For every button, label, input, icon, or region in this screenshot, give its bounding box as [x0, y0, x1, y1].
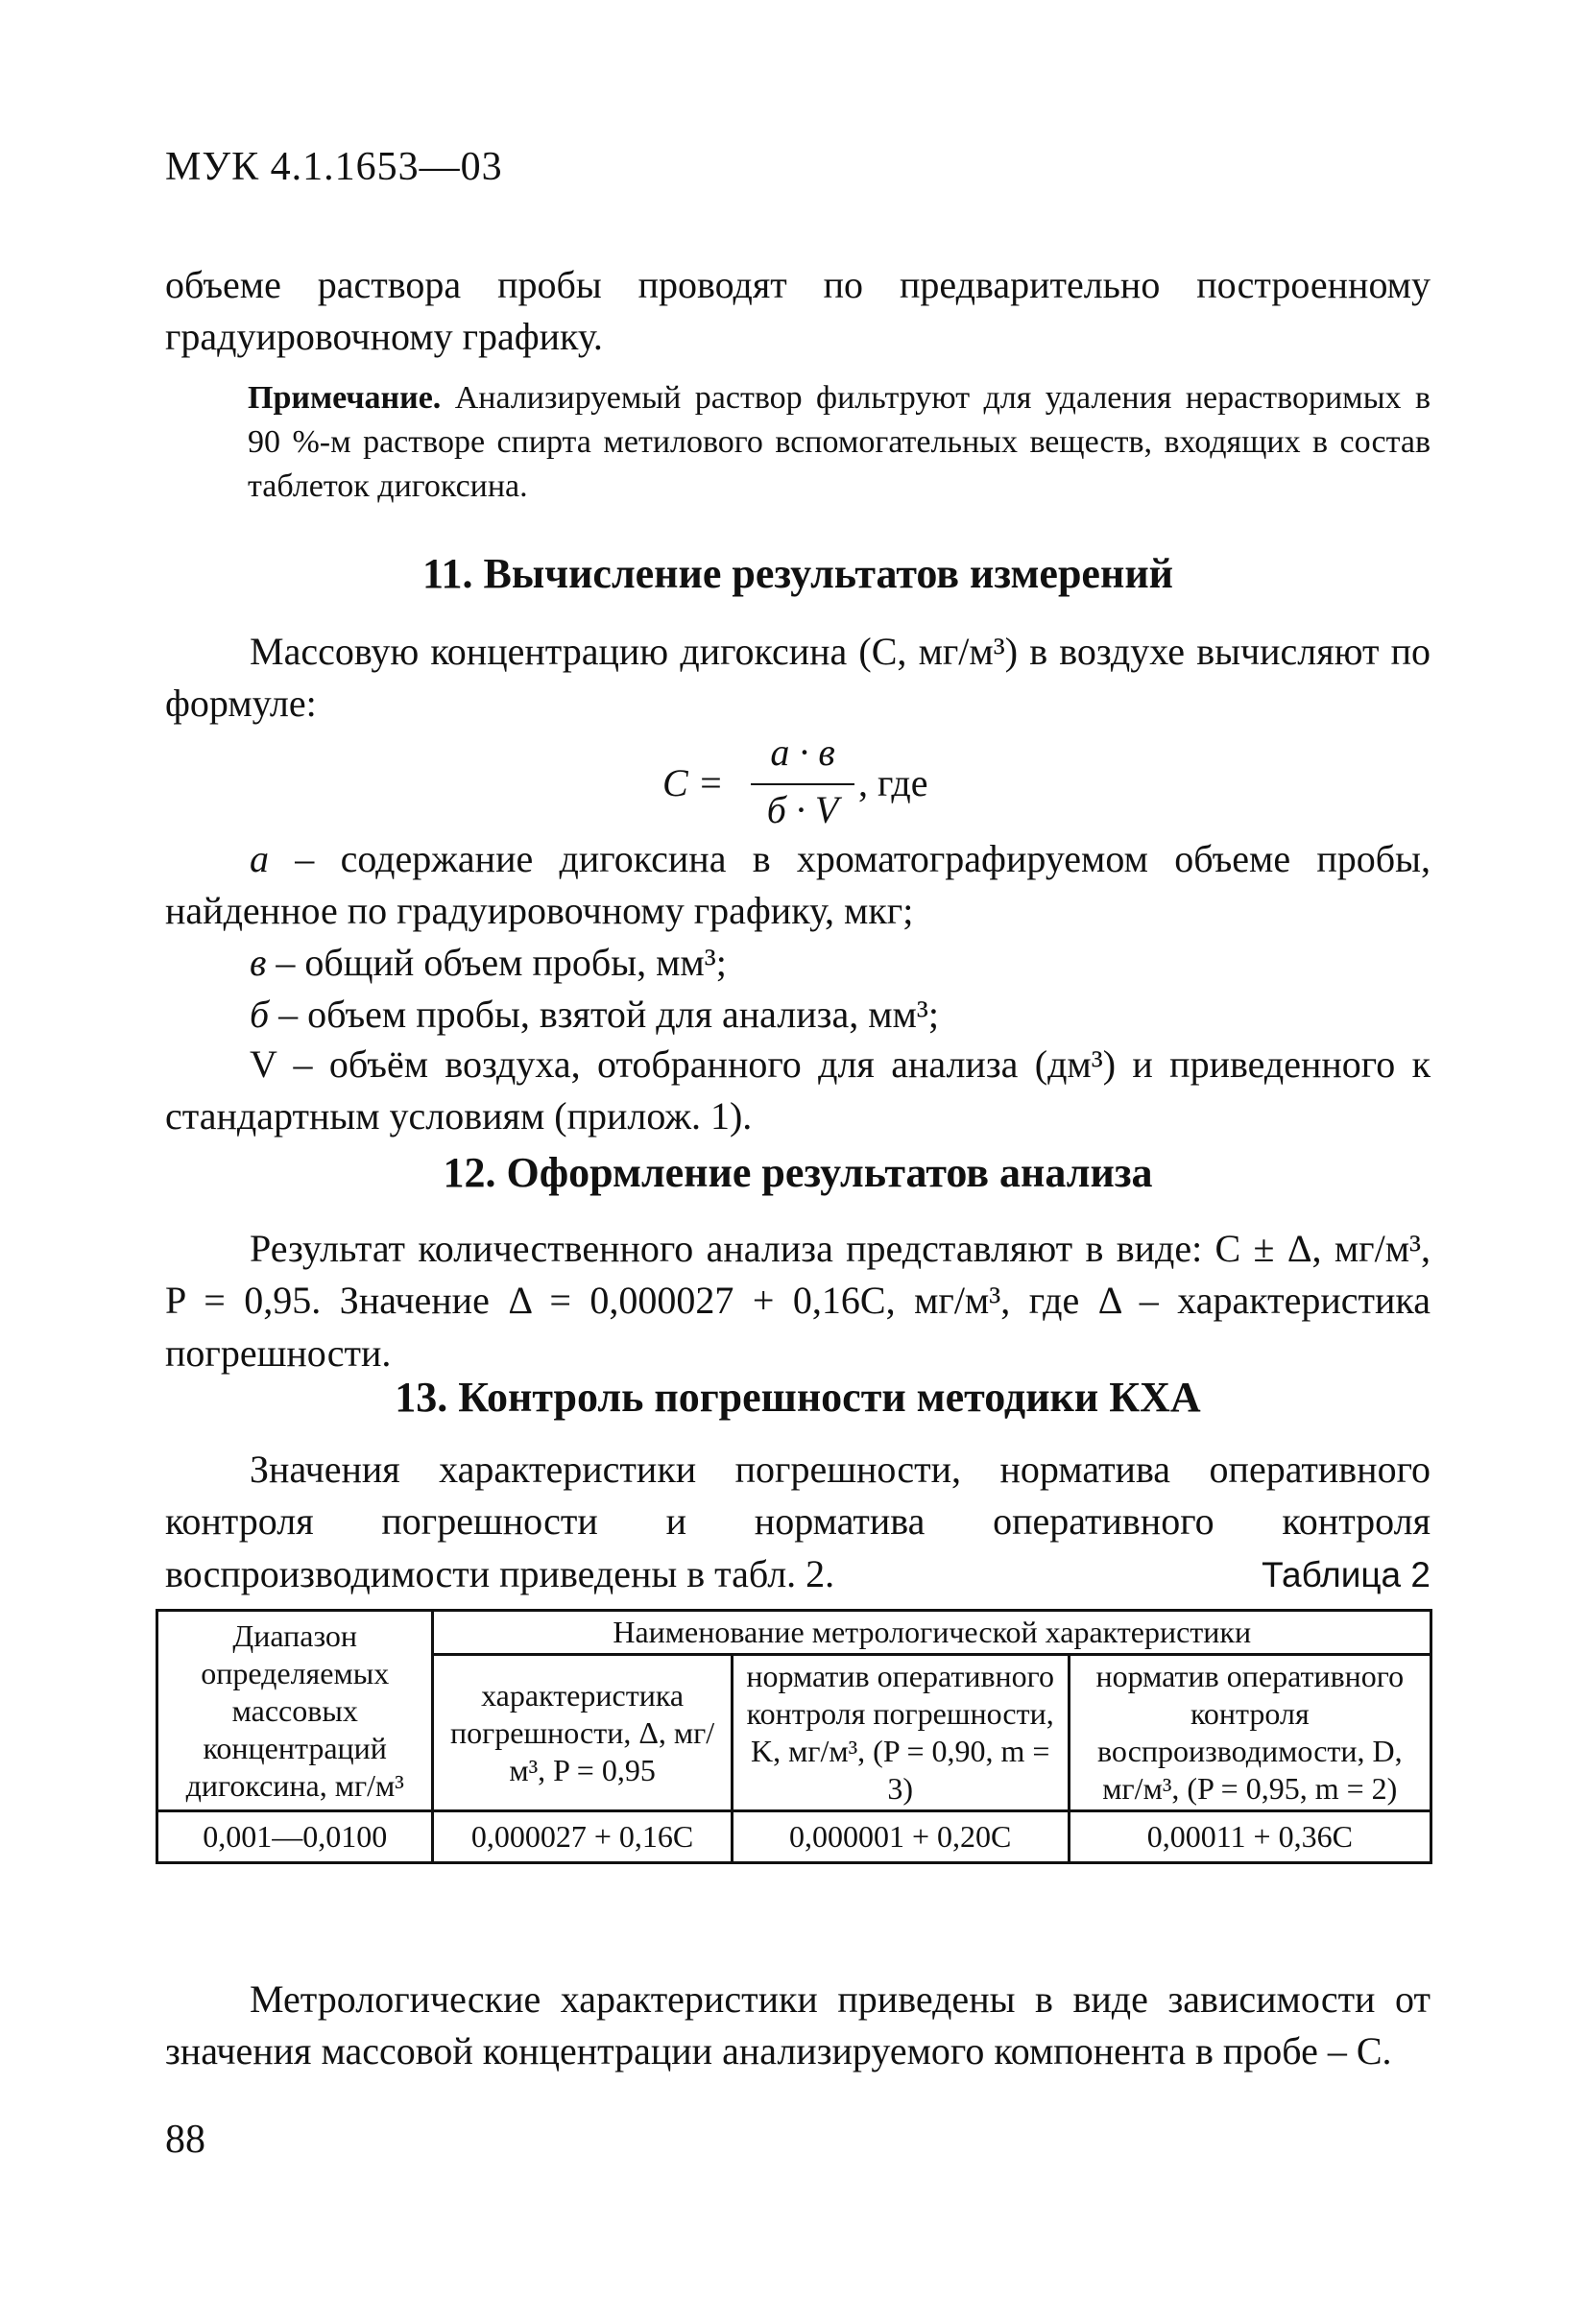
formula-suffix: , где [858, 761, 928, 804]
note-paragraph [248, 376, 1431, 510]
note-text: Анализируемый раствор фильтруют для удаления нерастворимых в 90 %-м растворе спирта метилового вспомогательных веществ, входящих в состав таблеток дигоксина. [248, 380, 1431, 505]
formula-numerator: a · в [770, 731, 835, 774]
error-control-cell: 0,000001 + 0,20C [732, 1811, 1069, 1863]
definition-symbol: б [250, 993, 270, 1036]
definition-symbol: а [250, 837, 269, 880]
section-12-paragraph: Результат количественного анализа представляют в виде: C ± Δ, мг/м³, P = 0,95. Значение Δ = 0,000027 + 0,16C, мг/м³, где Δ – характеристика погрешности. [165, 1227, 1431, 1375]
table-caption: Таблица 2 [1262, 1555, 1431, 1594]
section-11-paragraph: Массовую концентрацию дигоксина (C, мг/м³) в воздухе вычисляют по формуле: [165, 630, 1431, 726]
note-label: Примечание. [248, 380, 442, 416]
final-paragraph: Метрологические характеристики приведены в виде зависимости от значения массовой концентрации анализируемого компонента в пробе – C. [165, 1977, 1431, 2073]
definition-v [165, 937, 1431, 989]
section-13-paragraph: Значения характеристики погрешности, норматива оперативного контроля погрешности и норматива оперативного контроля воспроизводимости приведены в табл. 2. [165, 1448, 1431, 1595]
definition-text: – объём воздуха, отобранного для анализа (дм³) и приведенного к стандартным условиям (прилож. 1). [165, 1042, 1431, 1138]
document-header: МУК 4.1.1653—03 [165, 145, 503, 189]
definition-symbol: в [250, 941, 267, 984]
definition-a [165, 833, 1431, 938]
table-row [157, 1811, 1431, 1863]
section-13-heading: 13. Контроль погрешности методики КХА [395, 1374, 1201, 1421]
intro-paragraph: объеме раствора пробы проводят по предварительно построенному градуировочному графику. [165, 263, 1431, 359]
reproducibility-control-cell: 0,00011 + 0,36C [1069, 1811, 1431, 1863]
concentration-formula [662, 730, 1008, 835]
formula-lhs: C = [662, 761, 724, 804]
definition-volume [165, 1039, 1431, 1143]
error-control-header: норматив оперативного контроля погрешности, K, мг/м³, (P = 0,90, m = 3) [732, 1655, 1069, 1811]
range-header-cell: Диапазон определяемых массовых концентраций дигоксина, мг/м³ [157, 1611, 433, 1811]
error-characteristic-cell: 0,000027 + 0,16C [433, 1811, 732, 1863]
definition-symbol: V [250, 1042, 277, 1086]
group-header-cell: Наименование метрологической характеристики [433, 1611, 1431, 1655]
range-cell: 0,001—0,0100 [157, 1811, 433, 1863]
reproducibility-control-header: норматив оперативного контроля воспроизводимости, D, мг/м³, (P = 0,95, m = 2) [1069, 1655, 1431, 1811]
page-number: 88 [165, 2118, 205, 2162]
metrology-table [156, 1609, 1432, 1864]
definition-text: – общий объем пробы, мм³; [266, 941, 727, 984]
error-characteristic-header: характеристика погрешности, Δ, мг/м³, P = 0,95 [433, 1655, 732, 1811]
definition-b [165, 989, 1431, 1041]
section-11-heading: 11. Вычисление результатов измерений [421, 550, 1174, 597]
section-12-heading: 12. Оформление результатов анализа [443, 1149, 1153, 1196]
definition-text: – содержание дигоксина в хроматографируемом объеме пробы, найденное по градуировочному графику, мкг; [165, 837, 1431, 933]
fraction-bar [751, 783, 854, 785]
formula-denominator: б · V [766, 788, 839, 831]
definition-text: – объем пробы, взятой для анализа, мм³; [269, 993, 939, 1036]
